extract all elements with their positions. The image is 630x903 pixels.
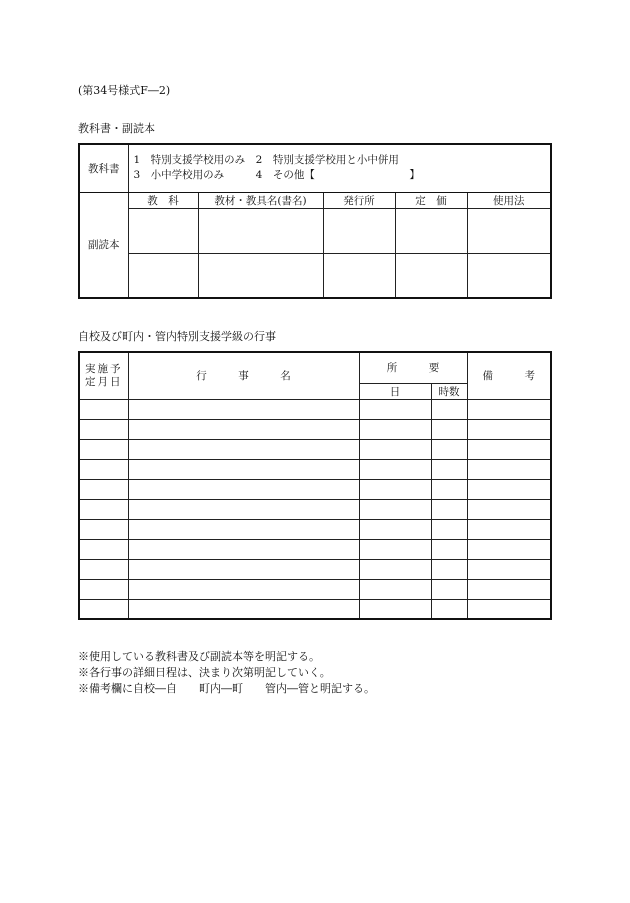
textbook-options [128,144,551,192]
table-row [79,208,551,253]
table-row [79,459,551,479]
cell-publisher[interactable] [323,253,395,298]
cell-hours[interactable] [431,559,467,579]
section1-title: 教科書・副読本 [78,122,155,135]
table-row [79,499,551,519]
header-publisher: 発行所 [323,192,395,208]
cell-hours[interactable] [431,399,467,419]
header-price: 定 価 [395,192,467,208]
cell-event[interactable] [128,539,359,559]
cell-event[interactable] [128,599,359,619]
cell-hours[interactable] [431,439,467,459]
cell-remarks[interactable] [467,599,551,619]
cell-days[interactable] [359,519,431,539]
cell-date[interactable] [79,599,128,619]
header-subject: 教 科 [128,192,198,208]
header-days: 日 [359,383,431,399]
cell-days[interactable] [359,419,431,439]
textbook-options-line2: 3 小中学校用のみ 4 その他【 】 [133,169,420,182]
header-required: 所 要 [359,352,467,383]
header-remarks: 備 考 [467,352,551,399]
table-row [79,539,551,559]
cell-days[interactable] [359,579,431,599]
textbook-label: 教科書 [79,144,128,192]
cell-date[interactable] [79,419,128,439]
table-row [79,479,551,499]
note-3: ※備考欄に自校―自 町内―町 管内―管と明記する。 [78,682,375,695]
header-hours: 時数 [431,383,467,399]
table-row [79,419,551,439]
cell-event[interactable] [128,479,359,499]
cell-subject[interactable] [128,208,198,253]
cell-days[interactable] [359,399,431,419]
cell-event[interactable] [128,419,359,439]
cell-subject[interactable] [128,253,198,298]
cell-date[interactable] [79,459,128,479]
cell-usage[interactable] [467,208,551,253]
cell-date[interactable] [79,519,128,539]
cell-date[interactable] [79,559,128,579]
event-rows [79,399,551,619]
cell-event[interactable] [128,559,359,579]
cell-event[interactable] [128,439,359,459]
cell-remarks[interactable] [467,399,551,419]
cell-hours[interactable] [431,459,467,479]
table-row [79,599,551,619]
cell-remarks[interactable] [467,559,551,579]
cell-remarks[interactable] [467,499,551,519]
cell-hours[interactable] [431,539,467,559]
table-row [79,439,551,459]
table-row [79,579,551,599]
cell-date[interactable] [79,579,128,599]
cell-hours[interactable] [431,579,467,599]
note-1: ※使用している教科書及び副読本等を明記する。 [78,650,320,663]
notes [78,649,375,697]
cell-date[interactable] [79,539,128,559]
cell-hours[interactable] [431,599,467,619]
cell-date[interactable] [79,479,128,499]
cell-days[interactable] [359,439,431,459]
cell-remarks[interactable] [467,519,551,539]
cell-publisher[interactable] [323,208,395,253]
header-date: 実施予 定月日 [79,352,128,399]
cell-date[interactable] [79,499,128,519]
header-usage: 使用法 [467,192,551,208]
textbook-table [78,143,552,299]
cell-remarks[interactable] [467,459,551,479]
table-row [79,399,551,419]
events-table [78,351,552,620]
cell-remarks[interactable] [467,579,551,599]
cell-days[interactable] [359,559,431,579]
cell-days[interactable] [359,459,431,479]
cell-remarks[interactable] [467,479,551,499]
header-event: 行 事 名 [128,352,359,399]
cell-event[interactable] [128,499,359,519]
cell-date[interactable] [79,399,128,419]
cell-event[interactable] [128,399,359,419]
cell-days[interactable] [359,539,431,559]
table-row [79,253,551,298]
table-row [79,559,551,579]
cell-hours[interactable] [431,519,467,539]
cell-remarks[interactable] [467,419,551,439]
cell-event[interactable] [128,519,359,539]
cell-days[interactable] [359,499,431,519]
section2-title: 自校及び町内・管内特別支援学級の行事 [78,330,276,343]
header-material-name: 教材・教具名(書名) [198,192,323,208]
cell-material-name[interactable] [198,208,323,253]
cell-event[interactable] [128,459,359,479]
note-2: ※各行事の詳細日程は、決まり次第明記していく。 [78,666,331,679]
textbook-options-line1: 1 特別支援学校用のみ 2 特別支援学校用と小中併用 [133,154,399,167]
cell-date[interactable] [79,439,128,459]
cell-hours[interactable] [431,499,467,519]
cell-remarks[interactable] [467,539,551,559]
form-number: (第34号様式F―2) [78,84,171,97]
cell-price[interactable] [395,253,467,298]
cell-days[interactable] [359,479,431,499]
cell-hours[interactable] [431,479,467,499]
cell-event[interactable] [128,579,359,599]
cell-material-name[interactable] [198,253,323,298]
cell-hours[interactable] [431,419,467,439]
cell-days[interactable] [359,599,431,619]
cell-price[interactable] [395,208,467,253]
cell-remarks[interactable] [467,439,551,459]
cell-usage[interactable] [467,253,551,298]
table-row [79,519,551,539]
supplementary-label: 副読本 [79,192,128,298]
